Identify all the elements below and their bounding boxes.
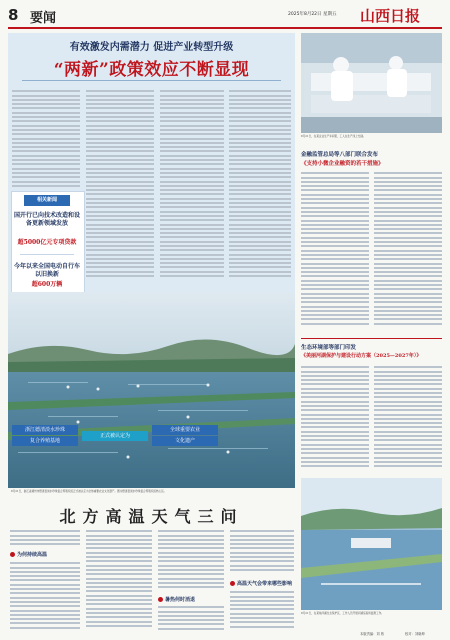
weather-q2-label: 暑热何时消退 bbox=[165, 597, 196, 603]
section-title: 要闻 bbox=[30, 11, 57, 26]
related-news-item-1-title: 国开行已向技术改造和设备更新领域发放 bbox=[14, 212, 81, 227]
factory-photo bbox=[301, 33, 442, 133]
right-story-divider bbox=[301, 338, 442, 339]
section-bullet-icon bbox=[158, 597, 163, 602]
weather-q3 bbox=[230, 580, 292, 587]
lead-body-column-1 bbox=[12, 88, 80, 188]
related-news-divider bbox=[20, 254, 74, 255]
footer-editor: 本版责编：刘 栋 bbox=[360, 632, 385, 636]
related-news-tag: 相关新闻 bbox=[24, 195, 70, 206]
section-bullet-icon bbox=[10, 552, 15, 557]
right-story-1-body-b bbox=[374, 170, 442, 335]
river-photo-caption: 8月21日，在某地河湖生态保护区，工作人员开展河湖巡查和监测工作。 bbox=[301, 612, 384, 615]
page-number: 8 bbox=[8, 6, 19, 24]
footer-proof: 校对：刘晓坤 bbox=[405, 632, 425, 636]
photo-tag-3: 正式被认定为 bbox=[82, 431, 148, 441]
photo-tag-4: 全球重要农业 bbox=[152, 425, 218, 435]
weather-q3-label: 高温天气会带来哪些影响 bbox=[237, 581, 293, 587]
lead-body-column-4 bbox=[229, 88, 291, 288]
headline-divider bbox=[22, 80, 281, 81]
weather-body-column-3b bbox=[158, 604, 224, 634]
related-news-item-2-title: 今年以来全国电动自行车以旧换新 bbox=[14, 263, 81, 278]
right-story-2-body-b bbox=[374, 364, 442, 474]
photo-tag-5: 文化遗产 bbox=[152, 436, 218, 446]
weather-body-column-4b bbox=[230, 589, 294, 634]
related-news-item-2-highlight: 超600万辆 bbox=[31, 281, 63, 288]
weather-q2 bbox=[158, 596, 195, 603]
newspaper-name: 山西日报 bbox=[360, 7, 421, 25]
river-illustration bbox=[301, 478, 442, 610]
right-story-2-title: 《美丽河湖保护与建设行动方案（2025—2027年）》 bbox=[301, 353, 422, 359]
weather-body-column-1b bbox=[10, 560, 80, 635]
river-photo bbox=[301, 478, 442, 610]
right-story-2-body-a bbox=[301, 364, 369, 474]
lead-body-column-2 bbox=[86, 88, 154, 288]
photo-tag-1: 浙江德清淡水珍珠 bbox=[12, 425, 78, 435]
weather-q1 bbox=[10, 551, 47, 558]
page-header bbox=[0, 0, 450, 28]
lead-subheadline: 有效激发内需潜力 促进产业转型升级 bbox=[69, 42, 234, 53]
header-rule bbox=[8, 27, 442, 29]
lead-headline: “两新”政策效应不断显现 bbox=[53, 60, 250, 80]
photo-caption: 8月21日，浙江省湖州市德清县淡水珍珠复合养殖系统正式被认定为全球重要农业文化遗产。图为德清县淡水珍珠复合养殖系统核心区。 bbox=[11, 490, 167, 493]
photo-tag-2: 复合养殖基地 bbox=[12, 436, 78, 446]
right-story-1-category: 金融监管总局等八部门联合发布 bbox=[301, 152, 379, 158]
pearl-farm-photo bbox=[8, 292, 295, 488]
weather-body-column-1 bbox=[10, 528, 80, 548]
right-story-1-title: 《支持小微企业融资的若干措施》 bbox=[301, 161, 384, 167]
issue-date: 2025年8月22日 星期五 bbox=[288, 12, 337, 17]
weather-body-column-3 bbox=[158, 528, 224, 594]
weather-q1-label: 为何持续高温 bbox=[17, 552, 48, 558]
weather-body-column-4 bbox=[230, 528, 294, 578]
section-bullet-icon bbox=[230, 581, 235, 586]
pearl-farm-illustration bbox=[8, 292, 295, 488]
right-story-1-body-a bbox=[301, 170, 369, 335]
right-story-2-category: 生态环境部等部门印发 bbox=[301, 345, 357, 351]
weather-body-column-2 bbox=[86, 528, 152, 635]
weather-story-title: 北方高温天气三问 bbox=[59, 507, 244, 526]
lead-body-column-3 bbox=[160, 88, 224, 288]
related-news-item-1-highlight: 超5000亿元专项贷款 bbox=[17, 239, 77, 246]
factory-illustration bbox=[301, 33, 442, 133]
factory-photo-caption: 8月21日，在某企业生产车间里，工人在生产线上忙碌。 bbox=[301, 135, 366, 138]
